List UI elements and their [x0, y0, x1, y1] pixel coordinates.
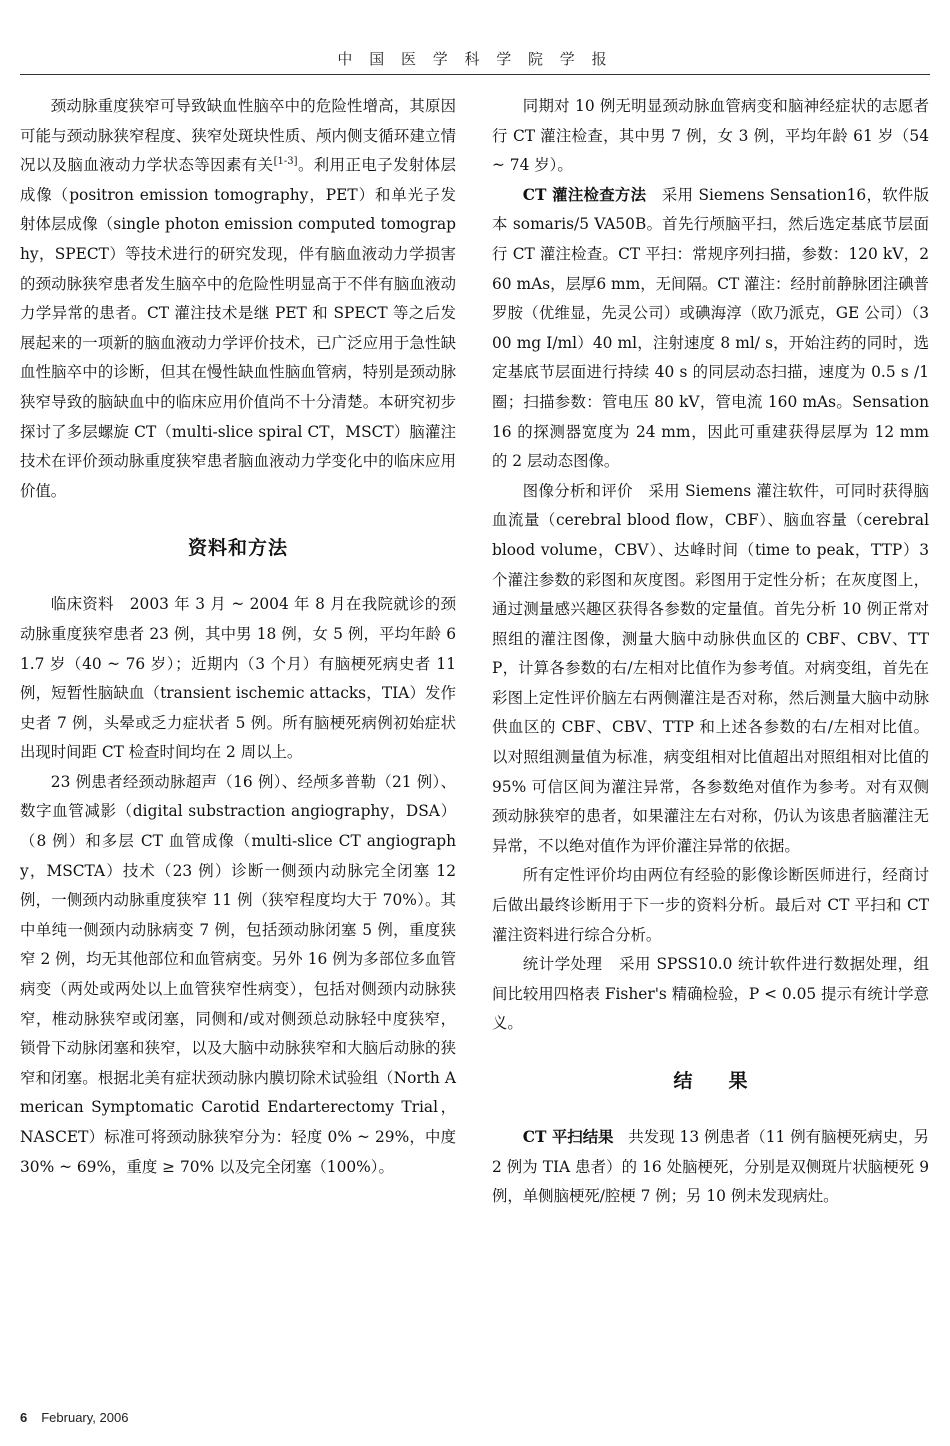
citation-ref: [1-3] — [273, 156, 298, 168]
section-title-results: 结果 — [673, 1070, 784, 1092]
diagnosis-paragraph: 23 例患者经颈动脉超声（16 例）、经颅多普勒（21 例）、数字血管减影（digital substraction angiography，DSA）（8 例）和多层 CT 血管成像（multi-slice CT angiography，MSCTA）技术（23 例）诊断一侧颈内动脉完全闭塞 12 例，一侧颈内动脉重度狭窄 11 例（狭窄程度均大于 70%）。其中单纯一侧颈内动脉病变 7 例，包括颈动脉闭塞 5 例，重度狭窄 2 例，均无其他部位和血管病变。另外 16 例为多部位多血管病变（两处或两处以上血管狭窄性病变），包括对侧颈内动脉狭窄，椎动脉狭窄或闭塞，同侧和/或对侧颈总动脉轻中度狭窄，锁骨下动脉闭塞和狭窄，以及大脑中动脉狭窄和大脑后动脉的狭窄和闭塞。根据北美有症状颈动脉内膜切除术试验组（North American Symptomatic Carotid Endarterectomy Trial，NASCET）标准可将颈动脉狭窄分为：轻度 0% ~ 29%，中度 30% ~ 69%，重度 ≥ 70% 以及完全闭塞（100%）。 — [20, 772, 456, 1176]
statistics-paragraph — [492, 950, 929, 1039]
statistics-lead: 统计学处理 — [522, 955, 603, 974]
intro-text-a: 颈动脉重度狭窄可导致缺血性脑卒中的危险性增高，其原因可能与颈动脉狭窄程度、狭窄处斑块性质、颅内侧支循环建立情况以及脑血液动力学状态等因素有关 — [20, 97, 456, 175]
results-text: 共发现 13 例患者（11 例有脑梗死病史，另 2 例为 TIA 患者）的 16 处脑梗死，分别是双侧斑片状脑梗死 9 例，单侧脑梗死/腔梗 7 例；另 10 例未发现病灶。 — [492, 1128, 929, 1206]
issue-date: February, 2006 — [41, 1410, 129, 1425]
journal-header: 中 国 医 学 科 学 院 学 报 — [337, 50, 613, 68]
statistics-text: 采用 SPSS10.0 统计软件进行数据处理，组间比较用四格表 Fisher's 精确检验，P < 0.05 提示有统计学意义。 — [492, 955, 929, 1033]
image-analysis-paragraph — [492, 477, 929, 862]
results-paragraph — [492, 1123, 929, 1212]
image-analysis-text: 采用 Siemens 灌注软件，可同时获得脑血流量（cerebral blood flow，CBF）、脑血容量（cerebral blood volume，CBV）、达峰时间（time to peak，TTP）3 个灌注参数的彩图和灰度图。彩图用于定性分析；在灰度图上，通过测量感兴趣区获得各参数的定量值。首先分析 10 例正常对照组的灌注图像，测量大脑中动脉供血区的 CBF、CBV、TTP，计算各参数的右/左相对比值作为参考值。对病变组，首先在彩图上定性评价脑左右两侧灌注是否对称，然后测量大脑中动脉供血区的 CBF、CBV、TTP 和上述各参数的右/左相对比值。以对照组测量值为标准，病变组相对比值超出对照组相对比值的 95% 可信区间为灌注异常，各参数绝对值作为参考。对有双侧颈动脉狭窄的患者，如果灌注左右对称，仍认为该患者脑灌注无异常，不以绝对值作为评价灌注异常的依据。 — [492, 481, 929, 855]
section-title-methods: 资料和方法 — [187, 537, 288, 560]
control-paragraph: 同期对 10 例无明显颈动脉血管病变和脑神经症状的志愿者行 CT 灌注检查，其中男 7 例，女 3 例，平均年龄 61 岁（54 ~ 74 岁）。 — [492, 97, 929, 175]
intro-paragraph — [20, 92, 456, 506]
header-rule — [20, 74, 930, 75]
assessment-paragraph: 所有定性评价均由两位有经验的影像诊断医师进行，经商讨后做出最终诊断用于下一步的资料分析。最后对 CT 平扫和 CT 灌注资料进行综合分析。 — [492, 866, 929, 944]
page-footer — [20, 1410, 128, 1425]
image-analysis-lead: 图像分析和评价 — [522, 481, 633, 500]
ct-method-paragraph — [492, 181, 929, 477]
page-number: 6 — [20, 1410, 28, 1425]
ct-method-text: 采用 Siemens Sensation16，软件版本 somaris/5 VA50B。首先行颅脑平扫，然后选定基底节层面行 CT 灌注检查。CT 平扫：常规序列扫描，参数：120 kV，260 mAs，层厚6 mm，无间隔。CT 灌注：经肘前静脉团注碘普罗胺（优维显，先灵公司）或碘海淳（欧乃派克，GE 公司）（300 mg I/ml）40 ml，注射速度 8 ml/ s，开始注药的同时，选定基底节层面进行持续 40 s 的同层动态扫描，速度为 0.5 s /1 圈；扫描参数：管电压 80 kV，管电流 160 mAs。Sensation 16 的探测器宽度为 24 mm，因此可重建获得层厚为 12 mm 的 2 层动态图像。 — [492, 185, 929, 471]
clinical-paragraph — [20, 590, 456, 768]
clinical-lead: 临床资料 — [50, 595, 114, 614]
ct-method-lead: CT 灌注检查方法 — [522, 185, 647, 204]
results-lead: CT 平扫结果 — [522, 1128, 614, 1146]
right-column — [492, 92, 929, 1212]
clinical-text: 2003 年 3 月 ~ 2004 年 8 月在我院就诊的颈动脉重度狭窄患者 23 例，其中男 18 例，女 5 例，平均年龄 61.7 岁（40 ~ 76 岁）；近期内（3 个月）有脑梗死病史者 11 例，短暂性脑缺血（transient ischemic attacks，TIA）发作史者 7 例，头晕或乏力症状者 5 例。所有脑梗死病例初始症状出现时间距 CT 检查时间均在 2 周以上。 — [20, 595, 456, 762]
left-column — [20, 92, 456, 1182]
intro-text-b: 。利用正电子发射体层成像（positron emission tomography，PET）和单光子发射体层成像（single photon emission computed tomography，SPECT）等技术进行的研究发现，伴有脑血液动力学损害的颈动脉狭窄患者发生脑卒中的危险性明显高于不伴有脑血液动力学异常的患者。CT 灌注技术是继 PET 和 SPECT 等之后发展起来的一项新的脑血液动力学评价技术，已广泛应用于急性缺血性脑卒中的诊断，但其在慢性缺血性脑血管病，特别是颈动脉狭窄导致的脑缺血中的临床应用价值尚不十分清楚。本研究初步探讨了多层螺旋 CT（multi-slice spiral CT，MSCT）脑灌注技术在评价颈动脉重度狭窄患者脑血液动力学变化中的临床应用价值。 — [20, 156, 456, 500]
